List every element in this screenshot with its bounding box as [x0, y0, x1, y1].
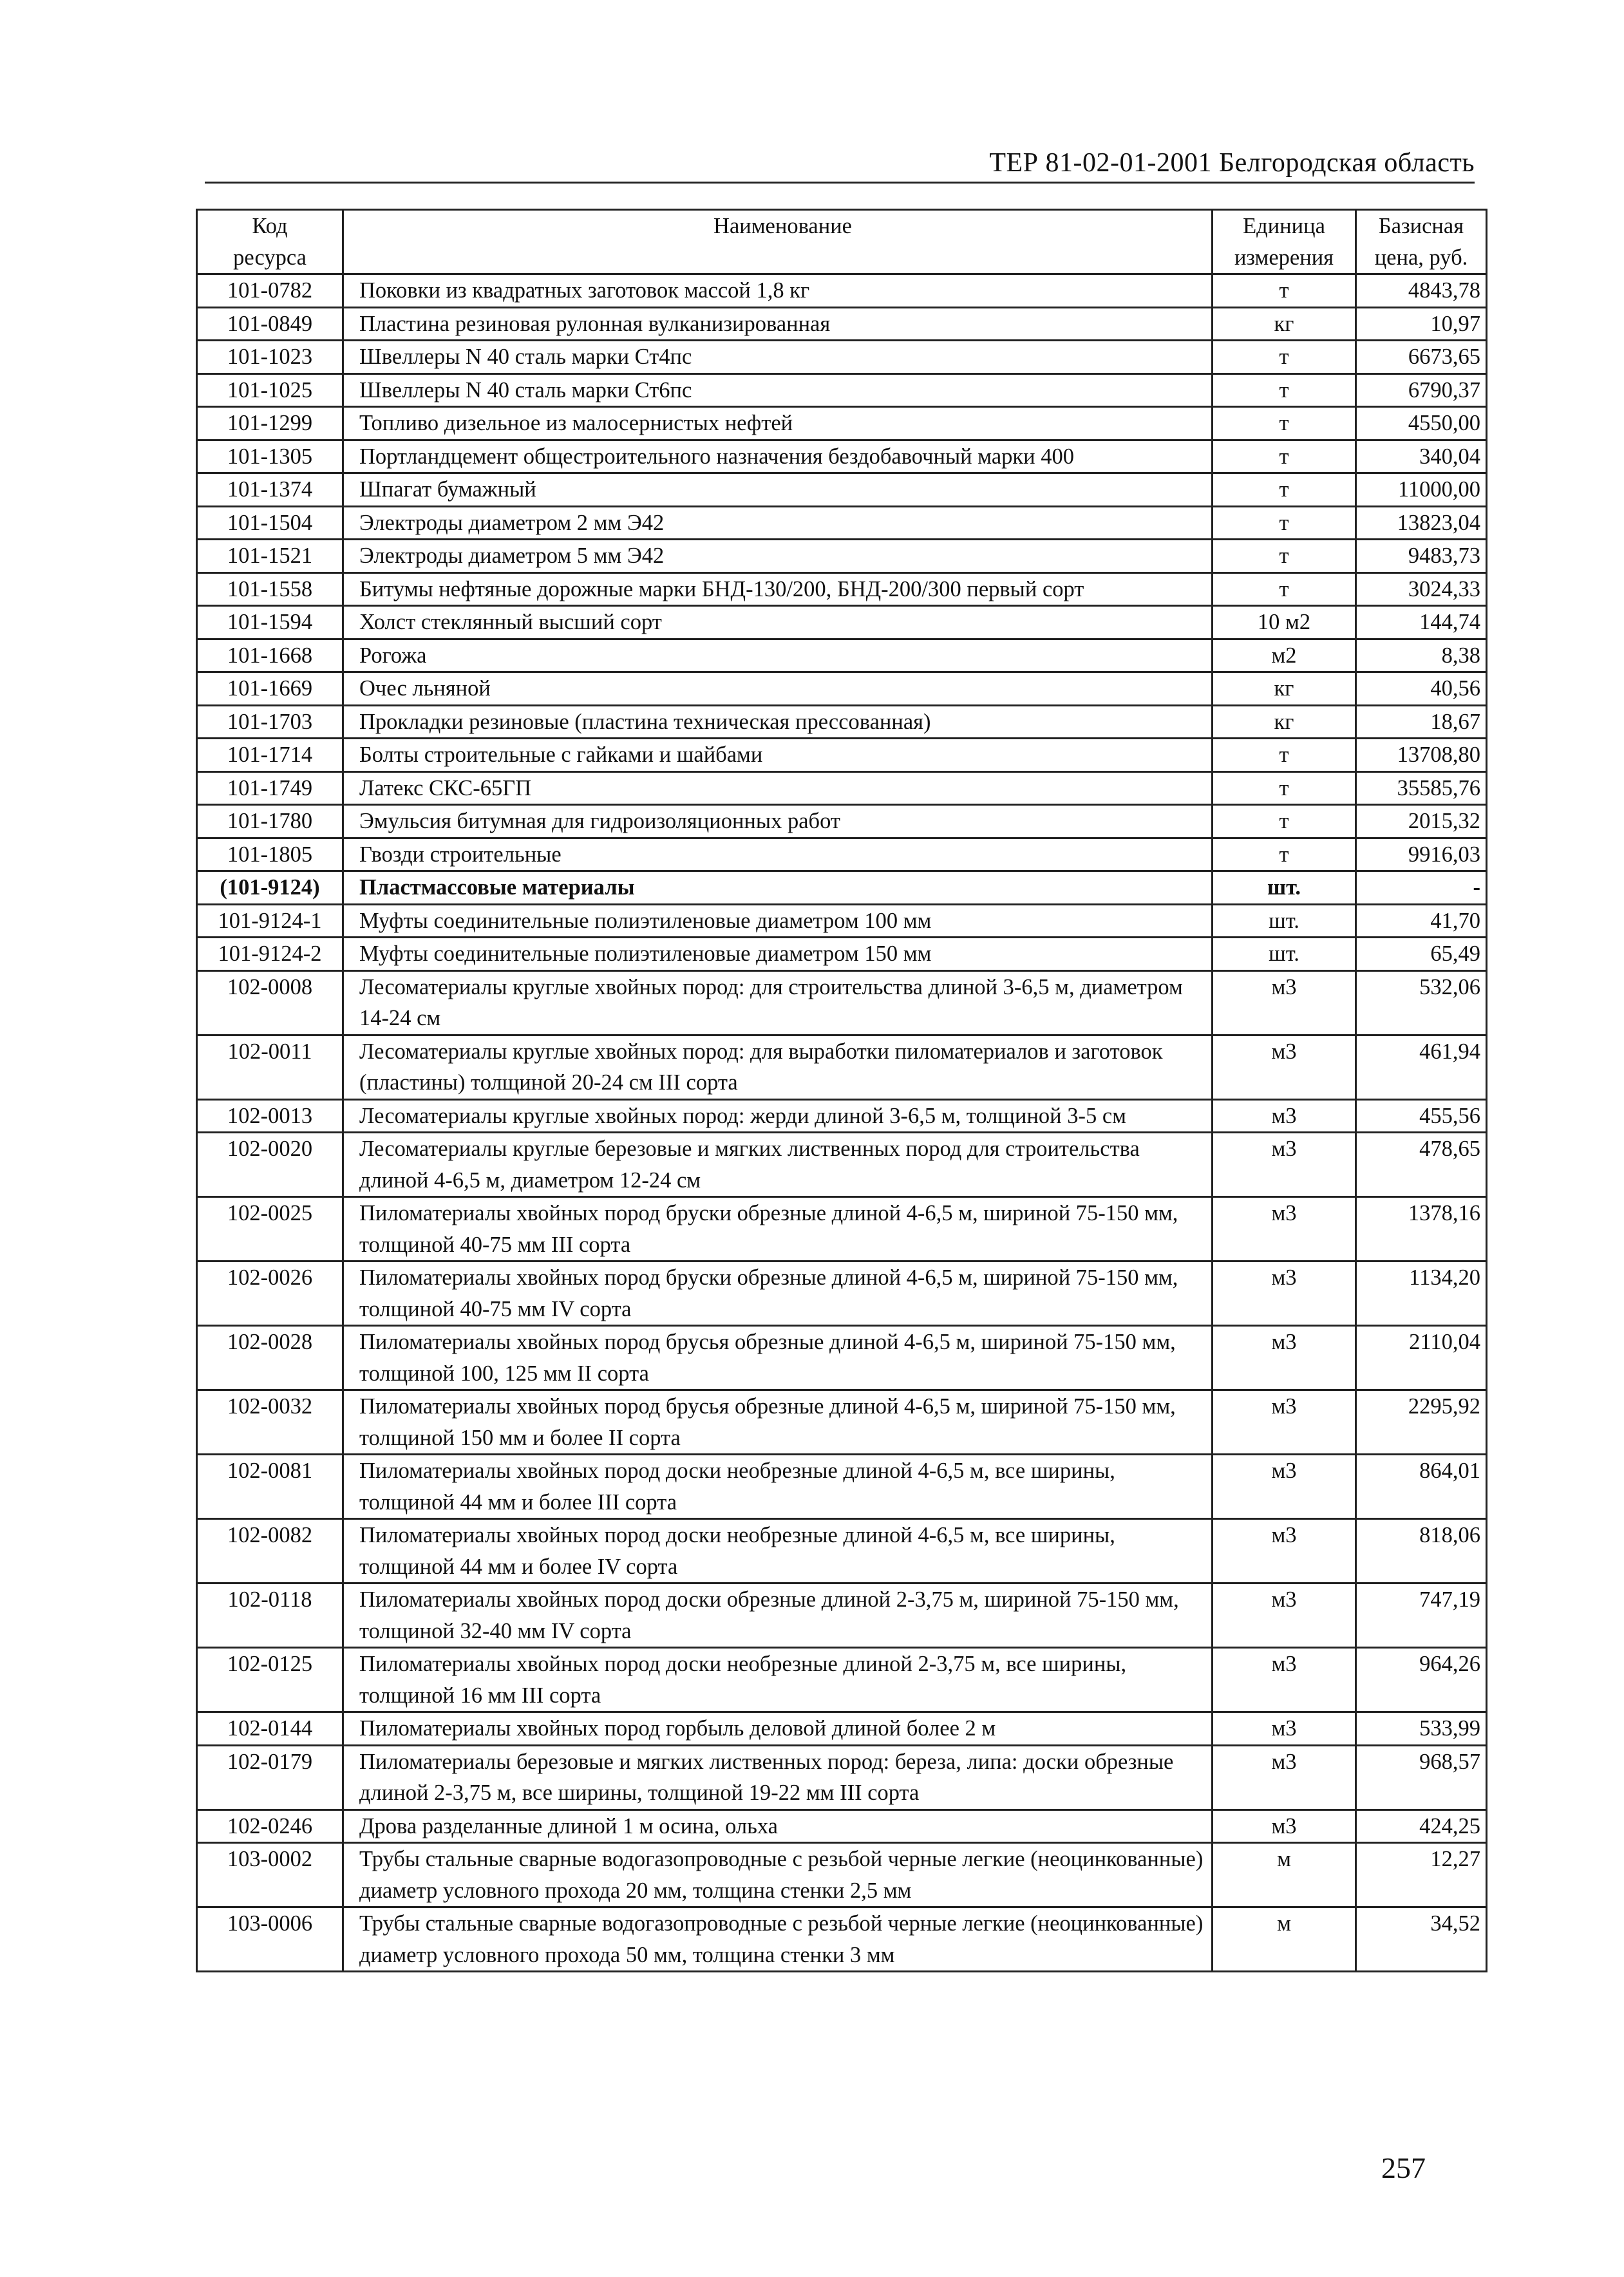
table-row	[197, 1745, 1487, 1809]
resource-name-cell: Лесоматериалы круглые березовые и мягких лиственных пород для строительства длиной 4-6,5 м, диаметром 12-24 см	[343, 1133, 1213, 1197]
table-row	[197, 1907, 1487, 1972]
unit-cell: м3	[1213, 1583, 1356, 1648]
table-row	[197, 572, 1487, 606]
unit-cell: м2	[1213, 639, 1356, 672]
resource-name-cell: Прокладки резиновые (пластина техническая прессованная)	[343, 705, 1213, 739]
resource-code-cell: 101-1558	[197, 572, 343, 606]
price-cell: 968,57	[1356, 1745, 1487, 1809]
table-row	[197, 307, 1487, 341]
table-row	[197, 540, 1487, 573]
price-cell: 9483,73	[1356, 540, 1487, 573]
price-cell: 4550,00	[1356, 407, 1487, 440]
table-row	[197, 739, 1487, 772]
resource-code-cell: 101-1668	[197, 639, 343, 672]
resource-name-cell: Трубы стальные сварные водогазопроводные с резьбой черные легкие (неоцинкованные) диаметр условного прохода 20 мм, толщина стенки 2,5 мм	[343, 1843, 1213, 1907]
resource-name-cell: Эмульсия битумная для гидроизоляционных работ	[343, 805, 1213, 838]
resource-name-cell: Швеллеры N 40 сталь марки Ст4пс	[343, 341, 1213, 374]
price-cell: 747,19	[1356, 1583, 1487, 1648]
price-cell: 40,56	[1356, 672, 1487, 706]
resource-name-cell: Пиломатериалы хвойных пород горбыль деловой длиной более 2 м	[343, 1712, 1213, 1746]
unit-cell: т	[1213, 274, 1356, 308]
resource-code-cell: 101-1025	[197, 373, 343, 407]
resource-code-cell: 102-0028	[197, 1326, 343, 1390]
price-cell: 8,38	[1356, 639, 1487, 672]
resource-code-cell: 102-0118	[197, 1583, 343, 1648]
resource-code-cell: 101-9124-1	[197, 904, 343, 938]
resource-code-cell: 102-0082	[197, 1519, 343, 1583]
table-row	[197, 440, 1487, 473]
table-row	[197, 1197, 1487, 1261]
resource-name-cell: Холст стеклянный высший сорт	[343, 606, 1213, 639]
unit-cell: м3	[1213, 1390, 1356, 1455]
resource-name-cell: Пиломатериалы хвойных пород доски необрезные длиной 4-6,5 м, все ширины, толщиной 44 мм и более III сорта	[343, 1455, 1213, 1519]
unit-cell: 10 м2	[1213, 606, 1356, 639]
unit-cell: м3	[1213, 1261, 1356, 1326]
price-cell: 6673,65	[1356, 341, 1487, 374]
column-header-price	[1356, 210, 1487, 274]
unit-cell: м3	[1213, 1648, 1356, 1712]
price-cell: 13823,04	[1356, 506, 1487, 540]
page-number: 257	[1381, 2151, 1426, 2184]
resource-name-cell: Дрова разделанные длиной 1 м осина, ольха	[343, 1809, 1213, 1843]
resource-code-cell: 103-0006	[197, 1907, 343, 1972]
resource-code-cell: 101-1504	[197, 506, 343, 540]
unit-cell: м3	[1213, 1035, 1356, 1099]
resource-name-cell: Шпагат бумажный	[343, 473, 1213, 507]
resource-name-cell: Электроды диаметром 2 мм Э42	[343, 506, 1213, 540]
table-row	[197, 805, 1487, 838]
price-cell: 455,56	[1356, 1099, 1487, 1133]
price-cell: 340,04	[1356, 440, 1487, 473]
table-row	[197, 970, 1487, 1035]
resource-name-cell: Пиломатериалы березовые и мягких лиственных пород: береза, липа: доски обрезные длиной 2-3,75 м, все ширины, толщиной 19-22 мм III сорта	[343, 1745, 1213, 1809]
unit-cell: м	[1213, 1907, 1356, 1972]
table-row	[197, 373, 1487, 407]
column-header-unit	[1213, 210, 1356, 274]
table-row	[197, 938, 1487, 971]
table-row	[197, 473, 1487, 507]
price-cell: 34,52	[1356, 1907, 1487, 1972]
table-row	[197, 1519, 1487, 1583]
resource-code-cell: 102-0013	[197, 1099, 343, 1133]
resource-name-cell: Портландцемент общестроительного назначения бездобавочный марки 400	[343, 440, 1213, 473]
price-cell: 2110,04	[1356, 1326, 1487, 1390]
table-row	[197, 1326, 1487, 1390]
resource-name-cell: Пиломатериалы хвойных пород брусья обрезные длиной 4-6,5 м, шириной 75-150 мм, толщиной 150 мм и более II сорта	[343, 1390, 1213, 1455]
price-cell: 11000,00	[1356, 473, 1487, 507]
resource-name-cell: Латекс СКС-65ГП	[343, 771, 1213, 805]
column-header-name: Наименование	[343, 210, 1213, 274]
resource-code-cell: 102-0011	[197, 1035, 343, 1099]
price-cell: 144,74	[1356, 606, 1487, 639]
unit-cell: кг	[1213, 307, 1356, 341]
resource-code-cell: (101-9124)	[197, 871, 343, 905]
resource-code-cell: 102-0025	[197, 1197, 343, 1261]
price-cell: 12,27	[1356, 1843, 1487, 1907]
table-row	[197, 506, 1487, 540]
unit-cell: т	[1213, 739, 1356, 772]
price-cell: 533,99	[1356, 1712, 1487, 1746]
unit-cell: м3	[1213, 1197, 1356, 1261]
resource-name-cell: Болты строительные с гайками и шайбами	[343, 739, 1213, 772]
price-cell: -	[1356, 871, 1487, 905]
price-cell: 864,01	[1356, 1455, 1487, 1519]
table-row	[197, 407, 1487, 440]
resource-code-cell: 101-1594	[197, 606, 343, 639]
unit-cell: м3	[1213, 1745, 1356, 1809]
unit-cell: м3	[1213, 970, 1356, 1035]
column-header-code	[197, 210, 343, 274]
table-row	[197, 1583, 1487, 1648]
resource-code-cell: 102-0179	[197, 1745, 343, 1809]
unit-cell: шт.	[1213, 871, 1356, 905]
resource-name-cell: Пиломатериалы хвойных пород доски необрезные длиной 2-3,75 м, все ширины, толщиной 16 мм III сорта	[343, 1648, 1213, 1712]
document-header	[205, 139, 1475, 184]
resource-name-cell: Очес льняной	[343, 672, 1213, 706]
price-cell: 478,65	[1356, 1133, 1487, 1197]
resource-code-cell: 101-1521	[197, 540, 343, 573]
unit-cell: кг	[1213, 705, 1356, 739]
resource-name-cell: Топливо дизельное из малосернистых нефтей	[343, 407, 1213, 440]
price-cell: 532,06	[1356, 970, 1487, 1035]
table-row	[197, 1099, 1487, 1133]
resource-code-cell: 102-0144	[197, 1712, 343, 1746]
price-cell: 424,25	[1356, 1809, 1487, 1843]
resource-name-cell: Пиломатериалы хвойных пород бруски обрезные длиной 4-6,5 м, шириной 75-150 мм, толщиной 40-75 мм III сорта	[343, 1197, 1213, 1261]
column-header-price-line2: цена, руб.	[1374, 245, 1468, 270]
price-cell: 1134,20	[1356, 1261, 1487, 1326]
resource-name-cell: Пиломатериалы хвойных пород брусья обрезные длиной 4-6,5 м, шириной 75-150 мм, толщиной 100, 125 мм II сорта	[343, 1326, 1213, 1390]
resource-code-cell: 101-1703	[197, 705, 343, 739]
column-header-code-line2: ресурса	[233, 245, 307, 270]
resource-code-cell: 102-0032	[197, 1390, 343, 1455]
unit-cell: т	[1213, 341, 1356, 374]
unit-cell: м3	[1213, 1519, 1356, 1583]
unit-cell: м3	[1213, 1326, 1356, 1390]
resource-name-cell: Пиломатериалы хвойных пород бруски обрезные длиной 4-6,5 м, шириной 75-150 мм, толщиной 40-75 мм IV сорта	[343, 1261, 1213, 1326]
table-row	[197, 1648, 1487, 1712]
table-row	[197, 1712, 1487, 1746]
column-header-unit-line1: Единица	[1243, 214, 1325, 238]
resource-code-cell: 101-9124-2	[197, 938, 343, 971]
price-cell: 2295,92	[1356, 1390, 1487, 1455]
table-row	[197, 838, 1487, 871]
resource-name-cell: Трубы стальные сварные водогазопроводные с резьбой черные легкие (неоцинкованные) диаметр условного прохода 50 мм, толщина стенки 3 мм	[343, 1907, 1213, 1972]
resource-name-cell: Лесоматериалы круглые хвойных пород: жерди длиной 3-6,5 м, толщиной 3-5 см	[343, 1099, 1213, 1133]
table-row	[197, 341, 1487, 374]
resource-code-cell: 101-1305	[197, 440, 343, 473]
resource-code-cell: 101-1023	[197, 341, 343, 374]
resource-code-cell: 102-0081	[197, 1455, 343, 1519]
price-cell: 3024,33	[1356, 572, 1487, 606]
resource-code-cell: 101-1749	[197, 771, 343, 805]
unit-cell: т	[1213, 506, 1356, 540]
table-row	[197, 639, 1487, 672]
unit-cell: т	[1213, 407, 1356, 440]
price-cell: 4843,78	[1356, 274, 1487, 308]
resource-name-cell: Пластина резиновая рулонная вулканизированная	[343, 307, 1213, 341]
table-row	[197, 904, 1487, 938]
resource-code-cell: 101-1669	[197, 672, 343, 706]
table-row	[197, 1261, 1487, 1326]
resource-code-cell: 102-0008	[197, 970, 343, 1035]
price-cell: 35585,76	[1356, 771, 1487, 805]
unit-cell: т	[1213, 373, 1356, 407]
resource-code-cell: 102-0125	[197, 1648, 343, 1712]
unit-cell: т	[1213, 440, 1356, 473]
table-row	[197, 672, 1487, 706]
table-row	[197, 1133, 1487, 1197]
resource-name-cell: Пластмассовые материалы	[343, 871, 1213, 905]
table-row	[197, 1809, 1487, 1843]
resource-name-cell: Рогожа	[343, 639, 1213, 672]
column-header-code-line1: Код	[252, 214, 288, 238]
table-row	[197, 1455, 1487, 1519]
table-row	[197, 1390, 1487, 1455]
table-row	[197, 771, 1487, 805]
column-header-unit-line2: измерения	[1234, 245, 1334, 270]
unit-cell: м	[1213, 1843, 1356, 1907]
unit-cell: шт.	[1213, 904, 1356, 938]
unit-cell: т	[1213, 572, 1356, 606]
resource-name-cell: Муфты соединительные полиэтиленовые диаметром 100 мм	[343, 904, 1213, 938]
price-cell: 13708,80	[1356, 739, 1487, 772]
resource-code-cell: 102-0246	[197, 1809, 343, 1843]
resource-code-cell: 101-1805	[197, 838, 343, 871]
column-header-price-line1: Базисная	[1378, 214, 1464, 238]
table-row	[197, 705, 1487, 739]
resource-name-cell: Швеллеры N 40 сталь марки Ст6пс	[343, 373, 1213, 407]
unit-cell: м3	[1213, 1099, 1356, 1133]
resource-name-cell: Лесоматериалы круглые хвойных пород: для строительства длиной 3-6,5 м, диаметром 14-24 см	[343, 970, 1213, 1035]
resource-name-cell: Гвозди строительные	[343, 838, 1213, 871]
price-cell: 2015,32	[1356, 805, 1487, 838]
unit-cell: кг	[1213, 672, 1356, 706]
table-body	[197, 274, 1487, 1972]
resource-name-cell: Пиломатериалы хвойных пород доски обрезные длиной 2-3,75 м, шириной 75-150 мм, толщиной 32-40 мм IV сорта	[343, 1583, 1213, 1648]
price-cell: 6790,37	[1356, 373, 1487, 407]
price-cell: 461,94	[1356, 1035, 1487, 1099]
resource-name-cell: Поковки из квадратных заготовок массой 1,8 кг	[343, 274, 1213, 308]
resource-code-cell: 102-0020	[197, 1133, 343, 1197]
resource-name-cell: Электроды диаметром 5 мм Э42	[343, 540, 1213, 573]
unit-cell: т	[1213, 771, 1356, 805]
unit-cell: шт.	[1213, 938, 1356, 971]
resource-code-cell: 101-1374	[197, 473, 343, 507]
unit-cell: т	[1213, 473, 1356, 507]
document-title: ТЕР 81-02-01-2001 Белгородская область	[989, 148, 1475, 178]
price-cell: 65,49	[1356, 938, 1487, 971]
resource-name-cell: Муфты соединительные полиэтиленовые диаметром 150 мм	[343, 938, 1213, 971]
table-row	[197, 1843, 1487, 1907]
resource-code-cell: 102-0026	[197, 1261, 343, 1326]
unit-cell: м3	[1213, 1712, 1356, 1746]
resource-code-cell: 101-1299	[197, 407, 343, 440]
table-header-row	[197, 210, 1487, 274]
table-row	[197, 1035, 1487, 1099]
price-cell: 18,67	[1356, 705, 1487, 739]
resource-price-table	[196, 209, 1487, 1972]
resource-name-cell: Пиломатериалы хвойных пород доски необрезные длиной 4-6,5 м, все ширины, толщиной 44 мм и более IV сорта	[343, 1519, 1213, 1583]
price-cell: 9916,03	[1356, 838, 1487, 871]
price-cell: 964,26	[1356, 1648, 1487, 1712]
resource-code-cell: 101-0782	[197, 274, 343, 308]
resource-name-cell: Лесоматериалы круглые хвойных пород: для выработки пиломатериалов и заготовок (пластины) толщиной 20-24 см III сорта	[343, 1035, 1213, 1099]
resource-code-cell: 101-0849	[197, 307, 343, 341]
price-cell: 1378,16	[1356, 1197, 1487, 1261]
unit-cell: т	[1213, 805, 1356, 838]
unit-cell: м3	[1213, 1133, 1356, 1197]
resource-code-cell: 101-1714	[197, 739, 343, 772]
price-cell: 41,70	[1356, 904, 1487, 938]
resource-name-cell: Битумы нефтяные дорожные марки БНД-130/200, БНД-200/300 первый сорт	[343, 572, 1213, 606]
unit-cell: м3	[1213, 1809, 1356, 1843]
unit-cell: т	[1213, 540, 1356, 573]
resource-code-cell: 101-1780	[197, 805, 343, 838]
price-cell: 10,97	[1356, 307, 1487, 341]
resource-code-cell: 103-0002	[197, 1843, 343, 1907]
price-cell: 818,06	[1356, 1519, 1487, 1583]
table-row	[197, 871, 1487, 905]
table-row	[197, 274, 1487, 308]
unit-cell: т	[1213, 838, 1356, 871]
table-row	[197, 606, 1487, 639]
unit-cell: м3	[1213, 1455, 1356, 1519]
